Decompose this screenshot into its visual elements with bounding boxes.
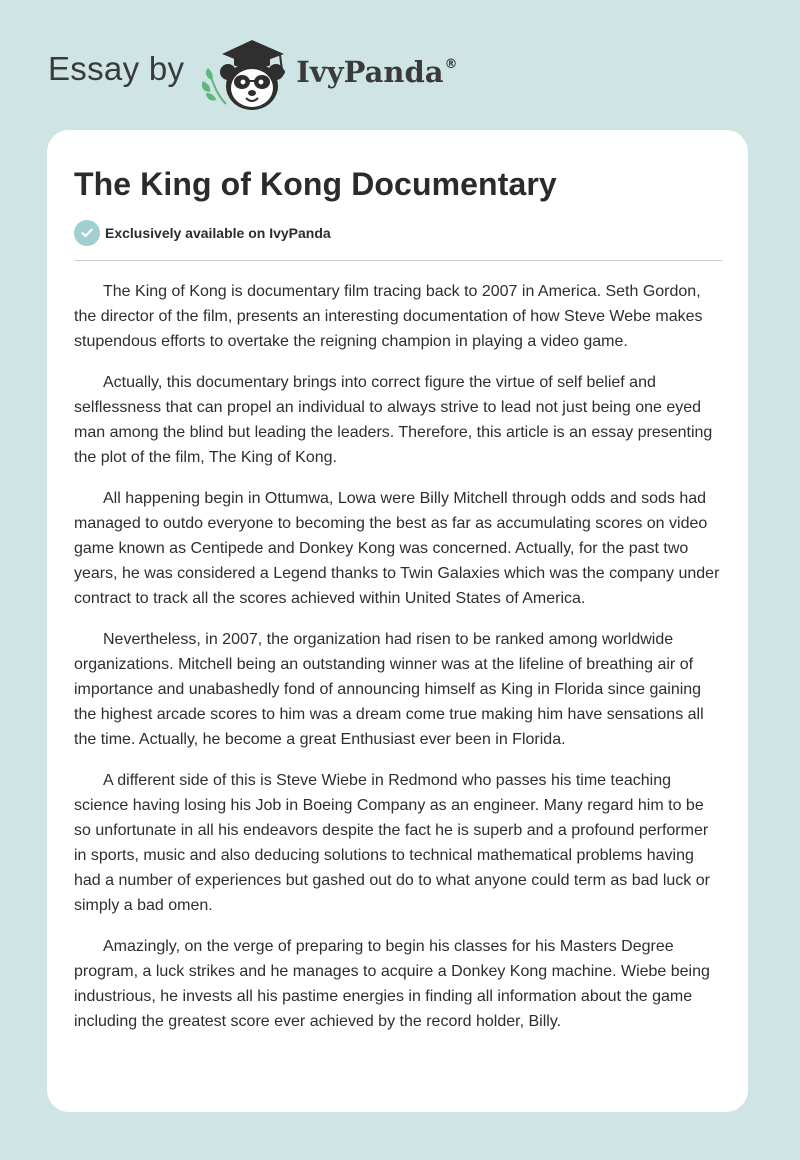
essay-card [47, 130, 748, 1112]
badge-label: Exclusively available on IvyPanda [105, 225, 331, 241]
paragraph: Nevertheless, in 2007, the organization had risen to be ranked among worldwide organizations. Mitchell being an outstanding winner was at the lifeline of breathing air of importance and unabashedly fond of announcing himself as King in Florida since gaining the highest arcade scores to him was a dream come true making him have sensations all the time. Actually, he become a great Enthusiast ever been in Florida. [74, 631, 704, 748]
essay-by-label: Essay by [48, 50, 185, 87]
essay-body [74, 279, 724, 1034]
paragraph: A different side of this is Steve Wiebe in Redmond who passes his time teaching science having losing his Job in Boeing Company as an engineer. Many regard him to be so unfortunate in all his endeavors despite the fact he is superb and a profound performer in sports, music and also deducing solutions to technical mathematical problems having had a number of experiences but gashed out do to what anyone could term as bad luck or simply a bad omen. [74, 772, 710, 914]
paragraph: Amazingly, on the verge of preparing to begin his classes for his Masters Degree program, a luck strikes and he manages to acquire a Donkey Kong machine. Wiebe being industrious, he invests all his pastime energies in finding all information about the game including the greatest score ever achieved by the record holder, Billy. [74, 938, 710, 1030]
trademark-symbol: ® [444, 57, 458, 72]
brand-name[interactable]: IvyPanda® [296, 55, 458, 89]
paragraph: Actually, this documentary brings into correct figure the virtue of self belief and selflessness that can propel an individual to always strive to lead not just being one eyed man among the blind but leading the leaders. Therefore, this article is an essay presenting the plot of the film, The King of Kong. [74, 374, 713, 466]
checkmark-icon [74, 220, 100, 246]
paragraph: The King of Kong is documentary film tracing back to 2007 in America. Seth Gordon, the director of the film, presents an interesting documentation of how Steve Webe makes stupendous efforts to overtake the reigning champion in playing a video game. [74, 283, 703, 350]
paragraph: All happening begin in Ottumwa, Lowa were Billy Mitchell through odds and sods had managed to outdo everyone to becoming the best as far as accumulating scores on video game known as Centipede and Donkey Kong was concerned. Actually, for the past two years, he was considered a Legend thanks to Twin Galaxies which was the company under contract to track all the scores achieved within United States of America. [74, 490, 720, 607]
ivypanda-logo-icon[interactable] [200, 34, 292, 114]
divider [74, 260, 722, 261]
site-header [48, 34, 458, 114]
page-title: The King of Kong Documentary [74, 166, 557, 202]
exclusive-badge [74, 220, 722, 246]
